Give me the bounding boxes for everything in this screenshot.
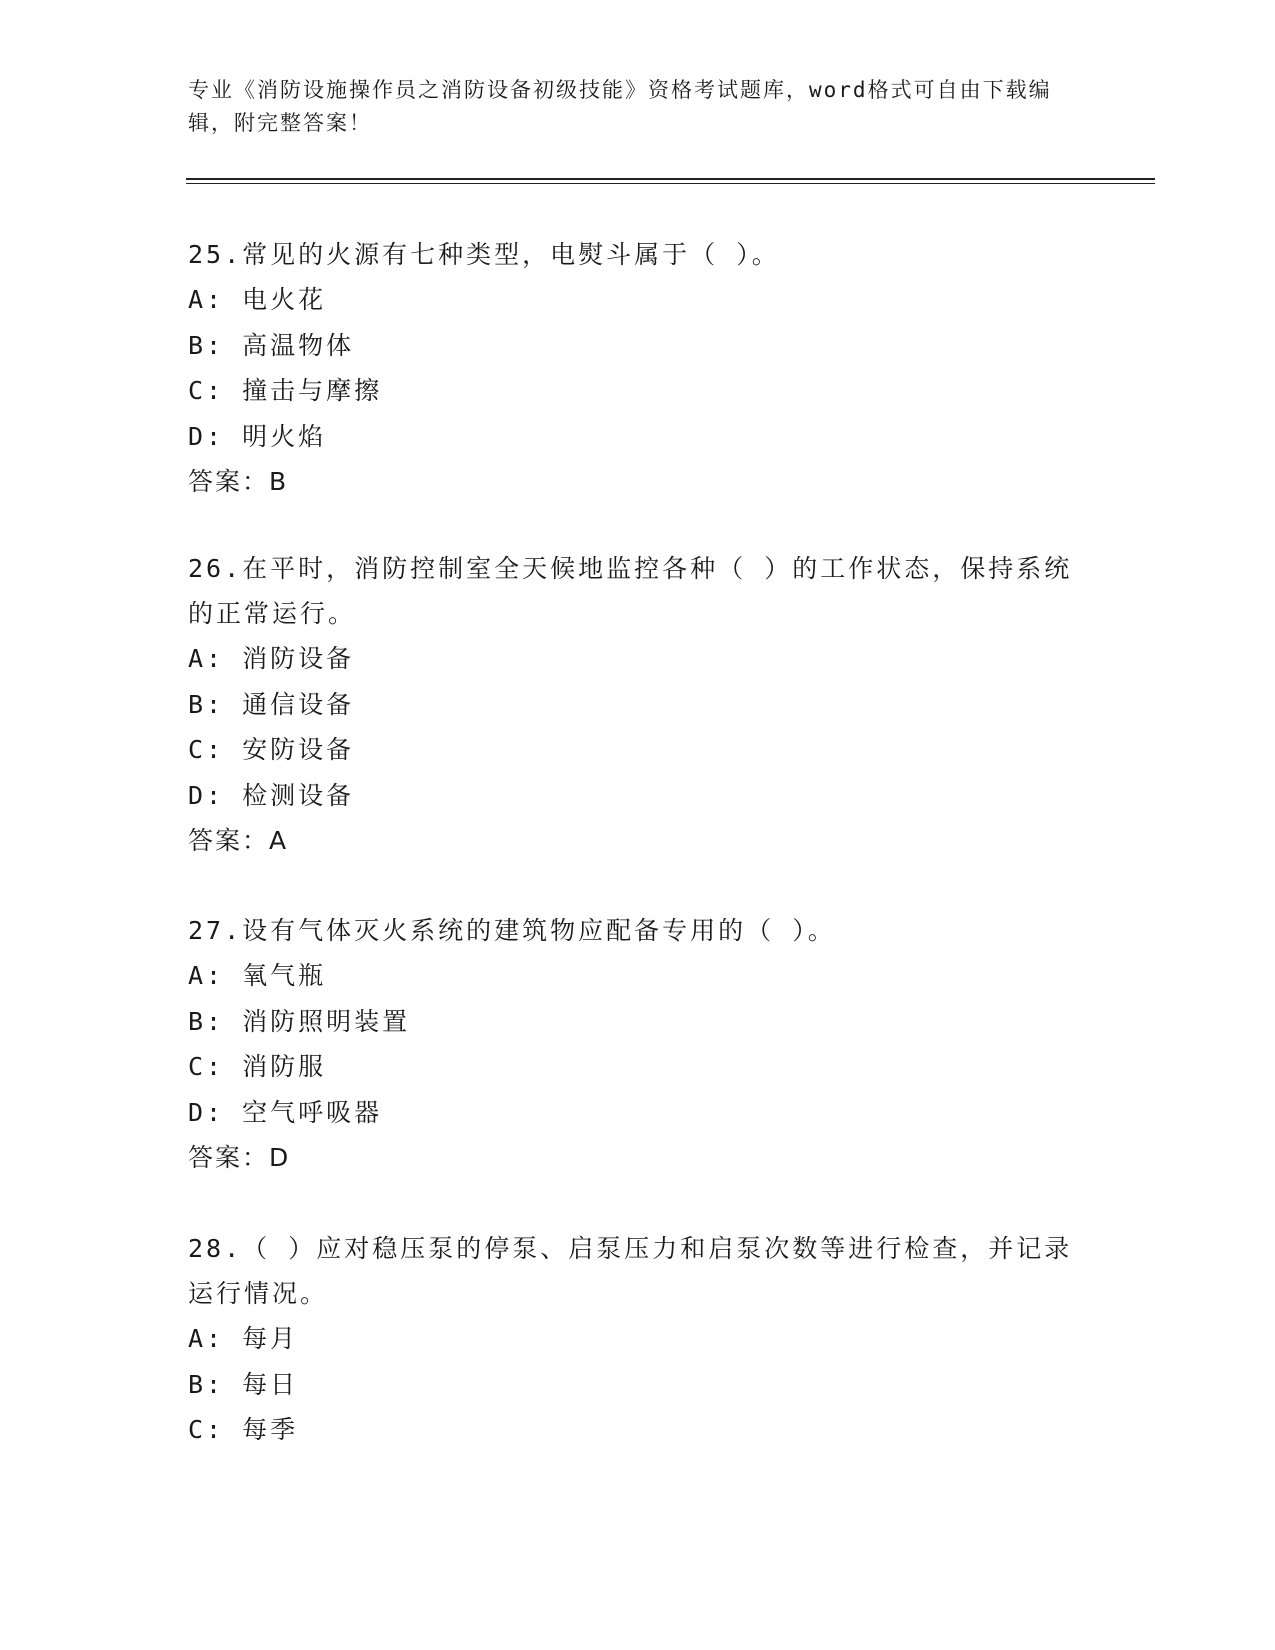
question-25	[188, 232, 1088, 504]
header-divider-thin	[186, 183, 1155, 184]
option-a: A: 电火花	[188, 285, 327, 314]
question-stem: 27.设有气体灭火系统的建筑物应配备专用的（ ）。	[188, 916, 836, 945]
question-27	[188, 908, 1088, 1180]
question-28	[188, 1226, 1088, 1453]
question-stem: 26.在平时，消防控制室全天候地监控各种（ ）的工作状态，保持系统的正常运行。	[188, 554, 1073, 628]
question-26	[188, 546, 1088, 863]
option-c: C: 消防服	[188, 1052, 327, 1081]
option-b: B: 每日	[188, 1369, 299, 1399]
option-c: C: 撞击与摩擦	[188, 376, 383, 405]
option-a: A: 消防设备	[188, 644, 355, 673]
option-b: B: 通信设备	[188, 689, 355, 719]
option-b: B: 高温物体	[188, 330, 355, 360]
question-stem: 25.常见的火源有七种类型，电熨斗属于（ ）。	[188, 240, 780, 269]
option-d: D: 检测设备	[188, 780, 355, 810]
question-stem: 28.（ ）应对稳压泵的停泵、启泵压力和启泵次数等进行检查，并记录运行情况。	[188, 1234, 1073, 1308]
option-a: A: 每月	[188, 1324, 299, 1353]
option-a: A: 氧气瓶	[188, 961, 327, 990]
answer: 答案：B	[188, 467, 289, 496]
answer: 答案：A	[188, 826, 289, 855]
document-header: 专业《消防设施操作员之消防设备初级技能》资格考试题库，word格式可自由下载编辑，附完整答案！	[188, 78, 1052, 135]
option-d: D: 明火焰	[188, 421, 327, 451]
option-c: C: 每季	[188, 1415, 299, 1444]
option-d: D: 空气呼吸器	[188, 1097, 383, 1127]
option-b: B: 消防照明装置	[188, 1006, 411, 1036]
header-divider-thick	[186, 178, 1155, 180]
option-c: C: 安防设备	[188, 735, 355, 764]
answer: 答案：D	[188, 1143, 291, 1172]
